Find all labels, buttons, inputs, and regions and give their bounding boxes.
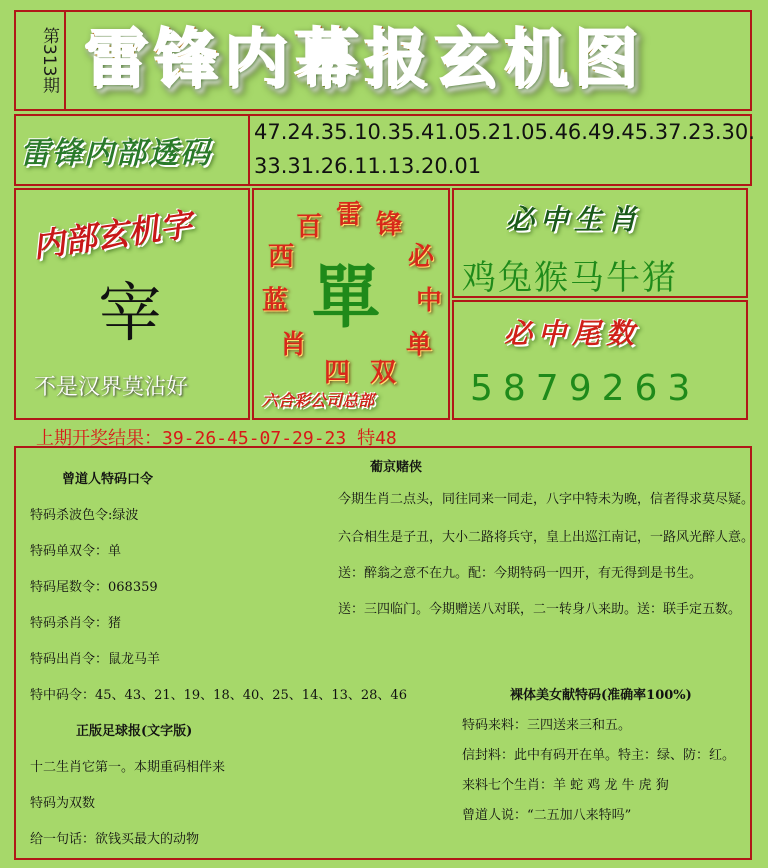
left-line: 特码尾数令：068359 bbox=[30, 580, 158, 595]
secret-label: 内部玄机字 bbox=[30, 205, 195, 265]
right-line-2: 来料七个生肖：羊 蛇 鸡 龙 牛 虎 狗 bbox=[462, 778, 669, 793]
tail-label: 必中尾数 bbox=[504, 317, 641, 350]
left-line-2: 给一句话：欲钱买最大的动物 bbox=[30, 832, 200, 847]
ring-char: 必 bbox=[408, 242, 435, 272]
right-line: 送：三四临门。今期赠送八对联，二一转身八来助。送：联手定五数。 bbox=[338, 602, 742, 617]
right-line: 六合相生是子丑，大小二路将兵守，皇上出巡江南记，一路风光醉人意。 bbox=[338, 530, 755, 545]
tail-value: 5879263 bbox=[470, 368, 701, 409]
left-line-2: 十二生肖它第一。本期重码相伴来 bbox=[30, 760, 226, 775]
zodiac-value: 鸡兔猴马牛猪 bbox=[462, 258, 678, 298]
right-heading-2: 裸体美女献特码(准确率100%) bbox=[510, 688, 692, 703]
left-line: 特码杀肖令：猪 bbox=[30, 616, 122, 631]
center-big-character: 單 bbox=[312, 259, 381, 338]
secret-phrase: 不是汉界莫沾好 bbox=[34, 375, 189, 400]
ring-char: 单 bbox=[406, 330, 433, 360]
ring-char: 锋 bbox=[376, 210, 403, 240]
leak-numbers-line-1: 47.24.35.10.35.41.05.21.05.46.49.45.37.23.30. bbox=[254, 120, 755, 144]
zodiac-label: 必中生肖 bbox=[506, 203, 643, 236]
left-heading: 曾道人特码口令 bbox=[62, 472, 154, 487]
ring-char: 双 bbox=[370, 358, 397, 388]
right-line-2: 曾道人说：“二五加八来特吗” bbox=[462, 808, 632, 823]
last-result: 上期开奖结果：39-26-45-07-29-23 特48 bbox=[36, 428, 397, 449]
right-line: 今期生肖二点头，同往同来一同走，八字中特未为晚，信者得求莫尽疑。 bbox=[338, 492, 755, 507]
right-line-2: 特码来料：三四送来三和五。 bbox=[462, 718, 632, 733]
left-line: 特中码令：45、43、21、19、18、40、25、14、13、28、46 bbox=[30, 688, 407, 703]
right-heading: 葡京赌侠 bbox=[370, 460, 423, 475]
left-line: 特码单双令：单 bbox=[30, 544, 122, 559]
ring-char: 雷 bbox=[336, 200, 363, 230]
ring-char: 四 bbox=[324, 358, 351, 388]
left-line: 特码杀波色令:绿波 bbox=[30, 508, 139, 523]
left-line-2: 特码为双数 bbox=[30, 796, 96, 811]
left-line: 特码出肖令：鼠龙马羊 bbox=[30, 652, 161, 667]
ring-char: 百 bbox=[296, 212, 323, 242]
secret-character: 宰 bbox=[98, 277, 162, 351]
center-footer: 六合彩公司总部 bbox=[262, 391, 375, 410]
issue-number: 第313期 bbox=[39, 26, 59, 94]
page-title: 雷锋内幕报玄机图 bbox=[84, 16, 744, 104]
leak-label: 雷锋内部透码 bbox=[20, 136, 212, 171]
ring-char: 蓝 bbox=[262, 286, 289, 316]
ring-char: 肖 bbox=[280, 330, 307, 360]
right-line: 送：醉翁之意不在九。配：今期特码一四开，有无得到是书生。 bbox=[338, 566, 703, 581]
right-line-2: 信封料：此中有码开在单。特主：绿、防：红。 bbox=[462, 748, 736, 763]
left-heading-2: 正版足球报(文字版) bbox=[76, 724, 193, 739]
ring-char: 中 bbox=[416, 286, 443, 316]
leak-numbers-line-2: 33.31.26.11.13.20.01 bbox=[254, 154, 482, 178]
ring-char: 西 bbox=[268, 242, 295, 272]
